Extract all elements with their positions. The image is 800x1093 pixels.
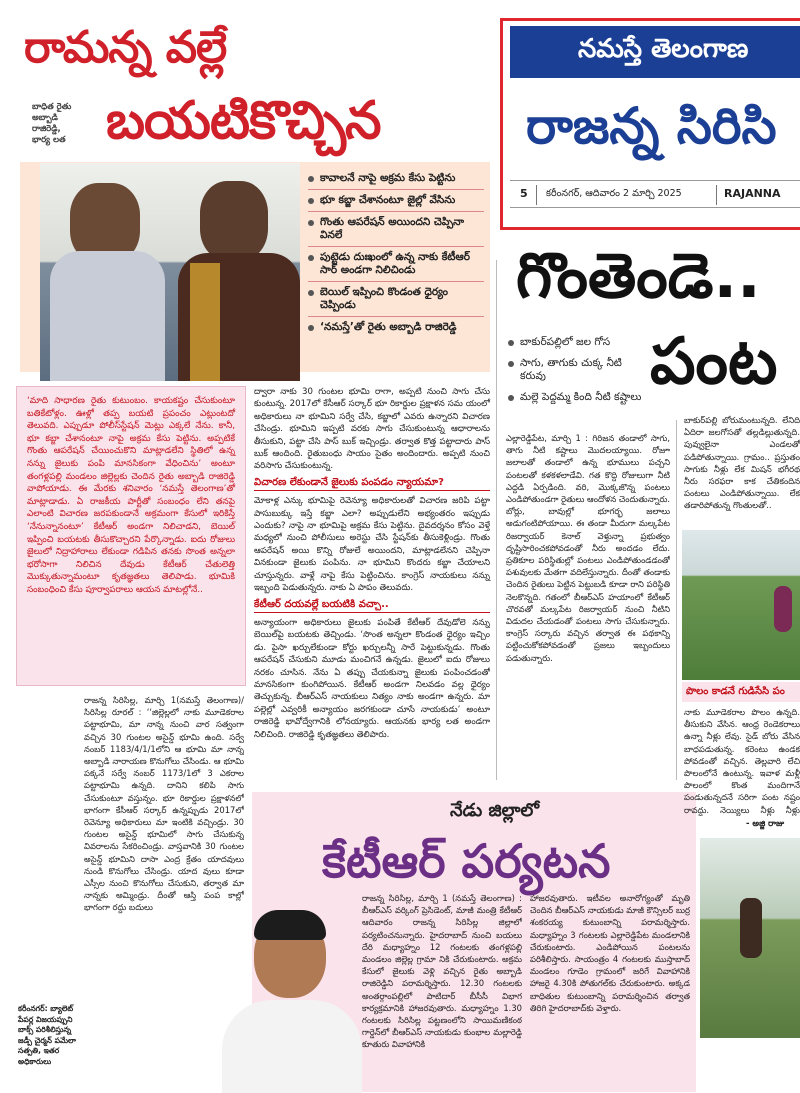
subheading: కేటీఆర్ దయవల్లే బయటికి వచ్చా..: [254, 599, 490, 613]
bullet-item: కావాలనే నాపై అక్రమ కేసు పెట్టిను: [308, 172, 484, 190]
right-body-column-1: ఎల్లారెడ్డిపేట, మార్చి 1 : గిరిజన తండాలో సాగు, తాగు నీటి కష్టాలు మొదలయ్యాయి. రోజూ జలాలతో తండాలో ఉన్న భూములు పచ్చని పంటలతో కళకళలాడేవి. గత కొద్ది రోజులుగా నీటి ఎద్దడి ఏర్పడింది. వరి, మొక్కజొన్న పంటలు ఎండిపోతుండగా రైతులు ఆందోళన చెందుతున్నారు. బోర్లు, బావుల్లో భూగర్భ జలాలు అడుగంటిపోయాయి. ఈ తండా మీదుగా మల్కపేట రిజర్వాయర్ కెనాల్ వెళ్తున్నా ప్రభుత్వం దృష్టిసారించకపోవడంతో నీరు అందడం లేదు. ప్రతికూల పరిస్థితుల్లో పంటలు ఎండిపోతుండడంతో పశువులకు మేతగా వదిలేస్తున్నారు. దీంతో తండాకు చెందిన రైతులు పెట్టిన పెట్టుబడి కూడా రాని పరిస్థితి నెలకొన్నది. గతంలో బీఆర్‌ఎస్ హయాంలో కేటీఆర్ చొరవతో మల్కపేట రిజర్వాయర్ నుంచి నీటిని విడుదల చేయడంతో పంటలు సాగు చేసుకున్నారు. కాంగ్రెస్ సర్కారు వచ్చిన తర్వాత ఈ పథకాన్ని పట్టించుకోకపోవడంతో ప్రజలు ఇబ్బందులు పడుతున్నారు.: [506, 433, 670, 663]
right-body-column-3: నాకు మూడెకరాల పొలం ఉన్నది. తీసుకుని వేసిన. ఆంధ్ర రెండెకరాలు ఉన్నా నీళ్లు లేవు. సైడ్ బోరు వేసిన బాధపడుతున్న. కరెంటు ఉండక పోవడంతో వచ్చిన. తెల్లవారి లేచి పొలంలోనే ఉంటున్న. ఇవాళ మళ్లీ పొలంలో కొంత మందిగానే పండుతున్నదనే సరిగా పంట నష్టం రావద్దు. నెయ్యిలు నీళ్లు నీళ్లు: [684, 707, 800, 815]
farmer-couple-photo: [40, 163, 300, 381]
visit-column-1: రాజన్న సిరిసిల్ల, మార్చి 1 (నమస్తే తెలంగాణ) : బీఆర్‌ఎస్ వర్కింగ్ ప్రెసిడెంట్, మాజీ మంత్రి కేటీఆర్ ఆదివారం రాజన్న సిరిసిల్ల జిల్లాలో పర్యటించనున్నారు. హైదరాబాద్ నుంచి బయలు దేరి మధ్యాహ్నం 12 గంటలకు తంగళ్లపల్లి మండలం జిల్లెల్ల గ్రామా నికి చేరుకుంటారు. అక్రమ కేసులో జైలుకు వెళ్లి వచ్చిన రైతు అబ్బాడి రాజిరెడ్డిని పరామర్శిస్తారు. 12.30 గంటలకు అంతర్గాంపల్లిలో పాటిదార్ బీసీసీ విభాగ కార్యక్రమానికి హాజరవుతారు. మధ్యాహ్నం 1.30 గంటలకు సిరిసిల్ల పట్టణంలోని సాయిమణికంఠ గార్డెన్‌లో బీఆర్‌ఎస్ నాయకుడు కుంభాల మల్లారెడ్డి కూతురు వివాహానికి: [362, 893, 522, 1050]
body-paragraph: అన్యాయంగా అధికారులు జైలుకు పంపితే కేటీఆర్ దేవుడోలె నన్ను బెయిల్‌పై బయటకు తెచ్చిండు. ‘సొంత అన్నలా కొండంత ధైర్యం ఇచ్చిం డు. పైసా ఖర్చులేకుండా కోర్టు ఖర్చులన్నీ సారే పెట్టుకున్నడు. గొంతు ఆపరేషన్ చేసుకుని మూడు మంచిగనే ఉన్నడు. జైలులో ఐదు రోజులు నరకం చూసిన. నేను ఏ తప్పు చేయకున్నా జైలుకు పంపించడంతో మానసికంగా కుంగిపోయిన. కేటీఆర్ అండగా నిలవడం వల్ల ధైర్యం తెచ్చుకున్న. బీఆర్‌ఎస్ నాయకులు నిత్యం నాకు అండగా ఉన్నరు. మా పల్లెల్లో ఎవ్వరికీ అన్యాయం జరగకుండా చూసే నాయకుడు’ అంటూ రాజిరెడ్డి భావోద్వేగానికి లోనయ్యారు. ఆయనకు భార్య లత అండగా నిలిచింది. రాజిరెడ్డి కృతజ్ఞతలు తెలిపారు.: [254, 617, 490, 740]
bullet-item: ‘నమస్తే’తో రైతు అబ్బాడి రాజిరెడ్డి: [308, 321, 484, 338]
column-divider: [676, 420, 677, 780]
bullet-item: పుట్టెడు దుఃఖంలో ఉన్న నాకు కేటీఆర్ సార్ అండగా నిలిచిండు: [308, 251, 484, 282]
body-paragraph: మోకాళ్ల ఎన్కు భూమిపై రెవెన్యూ అధికారులతో విచారణ జరిపి పట్టా పాసుబుక్కు ఇస్తే కబ్జా ఎలా? అప్పుడులేని అభ్యంతరం ఇప్పుడు ఎందుకు? నాపై నా భూమిపై అక్రమ కేసు పెట్టిను. దైవదర్శనం కోసం వెళ్తే మధ్యలో నుంచి పోలీసులు అరెస్టు చేసి స్టేషన్‌కు తీసుకెళ్లిండ్రు. గొంతు ఆపరేషన్ అయి కొన్ని రోజులే అయిందని, మాట్లాడలేనని చెప్పినా వినకుండా జైలుకు పంపిను. నా భూమిని కొందరు కబ్జా చేయాలని చూస్తున్నరు. వాళ్లే నాపై కేసు పెట్టించిను. కాంగ్రెస్ నాయకులు నన్ను ఇబ్బంది పెడుతున్నరు. నాకు ఏ పాపం తెలువదు.: [254, 496, 490, 594]
bullet-item: భూ కబ్జా చేశానంటూ జైల్లో వేసిను: [308, 194, 484, 212]
masthead-banner: [510, 26, 800, 78]
ktr-photo: [214, 908, 364, 1093]
bullet-item: సాగు, తాగుకు చుక్క నీటి కరువు: [508, 357, 646, 387]
body-paragraph: ద్వారా నాకు 30 గుంటల భూమి రాగా, అప్పటి నుంచి సాగు చేసు కుంటున్న. 2017లో కేసీఆర్ సర్కార్ భూ రికార్డుల ప్రక్షాళన సమ యంలో అధికారులు నా భూమిని సర్వే చేసి, కబ్జాలో ఎవరు ఉన్నారని విచారణ చేసిండ్రు. భూమిని ఇప్పటి వరకు సాగు చేసుకుంటున్న ఆధారాలను తీసుకుని, పట్టా చేసి పాస్ బుక్ ఇచ్చిండ్రు. తర్వాత కొత్త పట్టాదారు పాస్ బుక్ ఆందింది. రైతుబంధు సాయం సైతం అందిందారు. అప్పటి నుంచి వరిసాగు చేసుకుంటున్న.: [254, 387, 490, 472]
story-column-left: రాజన్న సిరిసిల్ల, మార్చి 1(నమస్తే తెలంగాణ)/సిరిసిల్ల రూరల్ : ‘‘జిల్లెల్లలో నాకు మూడెకరాల పట్టాభూమి, మా నాన్న నుంచి వార సత్వంగా వచ్చిన 30 గుంటల అసైన్డ్ భూమి ఉంది. సర్వే నంబర్ 1183/4/1/1లోని ఆ భూమి మా నాన్న అబ్బాడి నారాయణ కొనుగోలు చేసిండు. ఆ భూమి పక్కనే సర్వే నంబర్ 1173/1లో 3 ఎకరాల పట్టాభూమి ఉన్నది. దానిని కలిపి సాగు చేసుకుంటూ వస్తున్నం. భూ రికార్డుల ప్రక్షాళనలో భాగంగా కేసీఆర్ సర్కార్ ఉన్నప్పుడు 2017లో రెవెన్యూ అధికారులు మా ఇంటికి వచ్చిండ్రు. 30 గుంటల అసైన్డ్ భూమిలో సాగు చేసుకున్న వివరాలను సేకరించిండ్రు. వాస్తవానికి 30 గుంటల అసైన్డ్ భూమిని దాసా ఎంద్ర క్రేతం యాదవులు నుండి కొనుగోలు చేసిండ్రు. యాద వులు కూడా ఎస్సీల నుంచి కొనుగోలు చేసుకుని, తర్వాత మా నాన్నకు అమ్మిండ్రు. దీంతో ఆస్తి పంప కాల్లో భాగంగా రద్దు బదులు: [84, 695, 244, 913]
right-bullets: [508, 336, 646, 412]
byline: - అజ్జి రాజు: [746, 818, 785, 828]
issue-date: కరీంనగర్, ఆదివారం 2 మార్చి 2025: [546, 188, 682, 199]
photo-caption-bar: పొలం కాడనే గుడిసేసి పం: [682, 682, 800, 702]
bullet-item: బెయిల్ ఇప్పించి కొండంత ధైర్యం చెప్పిండు: [308, 286, 484, 317]
story-kicker: రామన్న వల్లే: [24, 22, 227, 73]
bullet-item: బాకుర్‌పల్లిలో జల గోస: [508, 336, 646, 353]
column-divider: [496, 260, 497, 780]
field-photo-bottom: [700, 838, 800, 1038]
story-column-middle: [254, 386, 490, 767]
right-body-column-2: బాకుర్‌పల్లి బోరుమంటున్నది. లేనిది ఏదిరా జలగోసతో తల్లడిల్లుతున్నది. పువ్వులైనా ఎండలతో పడిపోతున్నాయి. గ్రామం.. ప్రస్తుతం సాగుకు నీళ్లు లేక మిషన్ భగీరథ నీరు సరఫరా కాక చేతికందిన పంటలు ఎండిపోతున్నాయి. లేక తడారిపోతున్న గొంతులతో..: [684, 415, 800, 511]
bullet-item: మల్లె పెద్దమ్మ కింది నీటి కష్టాలు: [508, 391, 646, 408]
visit-column-2: హాజరవుతారు. ఇటీవల అనారోగ్యంతో మృతి చెందిన బీఆర్‌ఎస్ నాయకుడు మాజీ కౌన్సిలర్ బుర్ర శంకరయ్య కుటుంబాన్ని పరామర్శిస్తారు. మధ్యాహ్నం 3 గంటలకు ఎల్లారెడ్డిపేట మండలానికి చేరుకుంటారు. ఎండిపోయిన పంటలను పరిశీలిస్తారు. సాయంత్రం 4 గంటలకు ముస్తాబాద్ మండలం గూడెం గ్రామంలో జరిగే వివాహానికి హాజరై 4.30కి పోతుగల్‌కు చేరుకుంటారు. అక్కడ బాధితుల కుటుంబాన్ని పరామర్శించిన తర్వాత తిరిగి హైదరాబాద్‌కు వెళ్తారు.: [530, 893, 690, 1013]
right-headline-1: గొంతెండె..: [516, 239, 761, 312]
quote-box: [16, 386, 246, 686]
subheading: విచారణ లేకుండానే జైలుకు పంపడం న్యాయమా?: [254, 477, 490, 491]
side-caption: బాధిత రైతు అబ్బాడి రాజిరెడ్డి, భార్య లత: [32, 102, 72, 145]
photo-caption: కరీంనగర్: బ్యాలెట్ పేపర్ల విజయప్పుని బాక్స్ పరిశీలిస్తున్న జడ్పీ చైర్మన్ పమేలా సత్పతి, ఇతర అధికారులు: [18, 1004, 76, 1066]
highlights-list: [308, 172, 484, 342]
visit-kicker: నేడు జిల్లాలో: [450, 800, 539, 821]
visit-headline: కేటీఆర్ పర్యటన: [322, 834, 611, 888]
edition-title: రాజన్న సిరిసి: [526, 97, 777, 155]
right-headline-2: పంట: [650, 325, 778, 399]
paper-name: నమస్తే తెలంగాణ: [578, 34, 749, 64]
masthead-info-bar: [510, 180, 800, 208]
edition-english: RAJANNA: [724, 187, 781, 200]
quote-text: ‘మాది సాధారణ రైతు కుటుంబం. కాయకష్టం చేసుకుంటూ బతికేటోళ్లం. ఊళ్లో తప్ప బయటి ప్రపంచం ఎట్లుంటదో తెలువది. ఎప్పుడూ పోలీస్‌స్టేషన్ మెట్లు ఎక్కలే నేను. కానీ, భూ కబ్జా చేశానంటూ నాపై అక్రమ కేసు పెట్టిను. అప్పటికే గొంతు ఆపరేషన్ చేయించుకొని మాట్లాడలేని స్థితిలో ఉన్న నన్ను జైలుకు పంపి మానసికంగా వేధించిను’ అంటూ తంగళ్లపల్లి మండలం జిల్లెల్లకు చెందిన రైతు అబ్బాడి రాజిరెడ్డి వాపోయాడు. ఈ మేరకు శనివారం ‘నమస్తే తెలంగాణ’తో మాట్లాడాడు. ఏ రాజకీయ పార్టీతో సంబంధం లేని తనపై ఎలాంటి విచారణ జరపకుండానే అక్రమంగా కేసులో ఇరికిస్తే ‘నేనున్నానంటూ’ కేటీఆర్ అండగా నిలిచాడని, బెయిల్ ఇప్పించి బయటకు తీసుకొచ్చారని పేర్కొన్నాడు. ఐదు రోజులు జైలులో నిద్రాహారాలు లేకుండా గడిపిన తనకు సొంత అన్నలా భరోసాగా నిలిచిన దేవుడు కేటీఆర్ చేతులెత్తి మొక్కుతున్నామంటూ కృతజ్ఞతలు తెలిపాడు. భూమికి సంబంధించి కేసు పూర్వాపరాలు ఆయన మాటల్లోనే..: [27, 396, 235, 595]
story-headline: బయటికొచ్చిన: [106, 91, 381, 151]
field-photo: [682, 530, 800, 680]
bullet-item: గొంతు ఆపరేషన్ అయిందని చెప్పినా వినలే: [308, 216, 484, 247]
page-number: 5: [520, 187, 528, 200]
